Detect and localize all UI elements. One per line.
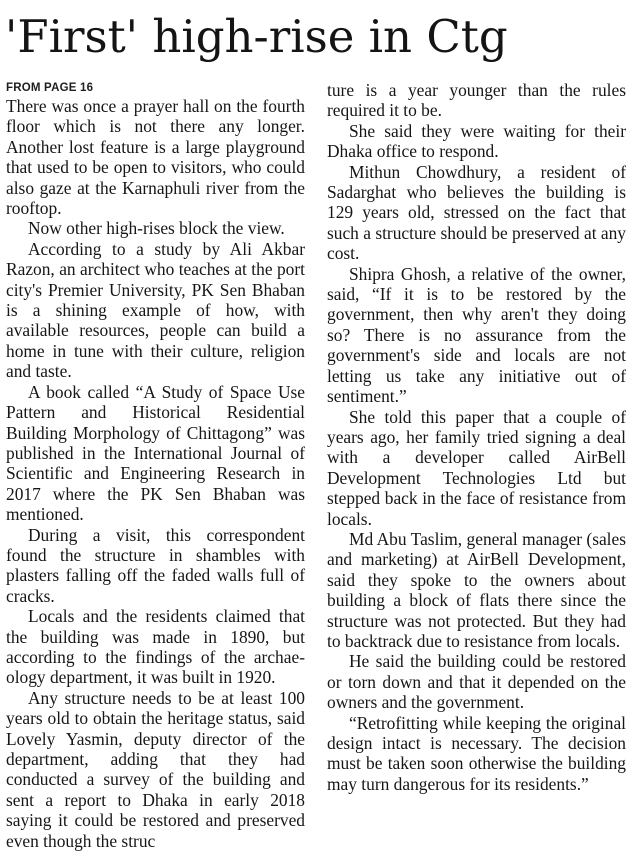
paragraph: He said the building could be restored or torn down and that it depended on the owners and the government.	[327, 651, 626, 713]
paragraph: Mithun Chowdhury, a resident of Sadarghat who believes the building is 129 years old, stressed on the fact that such a structure should be preserved at any cost.	[327, 161, 626, 264]
paragraph: She said they were waiting for their Dhaka office to respond.	[327, 120, 626, 162]
article-column-right	[327, 80, 626, 794]
headline: 'First' high-rise in Ctg	[5, 10, 508, 63]
article-column-left	[6, 80, 305, 851]
paragraph: “Retrofitting while keeping the original design intact is necessary. The decision must be taken soon otherwise the building may turn dangerous for its residents.”	[327, 712, 626, 794]
paragraph: There was once a prayer hall on the fourth floor which is not there any longer. Another lost feature is a large playground that used to be open to visitors, who could also gaze at the Karnaphuli river from the rooftop.	[6, 96, 305, 219]
paragraph: According to a study by Ali Akbar Razon, an architect who teaches at the port city's Premier University, PK Sen Bhaban is a shining example of how, with available resources, people can build a home in tune with their culture, religion and taste.	[6, 238, 305, 382]
paragraph-continued: ture is a year younger than the rules required it to be.	[327, 80, 626, 121]
paragraph: Shipra Ghosh, a relative of the owner, said, “If it is to be restored by the government, then why aren't they doing so? There is no assurance from the government's side and locals are not letting us take any initiative out of sentiment.”	[327, 263, 626, 407]
paragraph: She told this paper that a couple of years ago, her family tried signing a deal with a developer called AirBell Development Technologies Ltd but stepped back in the face of resistance from locals.	[327, 406, 626, 529]
paragraph: Now other high-rises block the view.	[28, 218, 285, 239]
paragraph: Any structure needs to be at least 100 years old to obtain the heritage status, said Lovely Yasmin, deputy director of the department, adding that they had conducted a survey of the building and sent a report to Dhaka in early 2018 saying it could be restored and preserved even though the struc	[6, 687, 305, 851]
paragraph: During a visit, this correspondent found the structure in shambles with plasters falling off the faded walls full of cracks.	[6, 524, 305, 606]
jump-label: FROM PAGE 16	[6, 82, 94, 94]
paragraph: Locals and the residents claimed that the building was made in 1890, but according to the findings of the archaeology department, it was built in 1920.	[6, 606, 305, 688]
paragraph: Md Abu Taslim, general manager (sales and marketing) at AirBell Development, said they spoke to the owners about building a block of flats there since the structure was not protected. But they had to backtrack due to resistance from locals.	[327, 528, 626, 651]
paragraph: A book called “A Study of Space Use Pattern and Historical Residential Building Morphology of Chittagong” was published in the International Journal of Scientific and Engineering Research in 2017 where the PK Sen Bhaban was mentioned.	[6, 381, 305, 525]
